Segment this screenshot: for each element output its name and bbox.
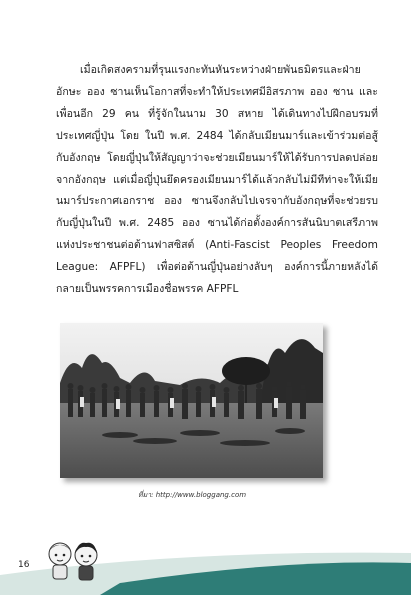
page-number: 16 (18, 560, 30, 570)
body-paragraph: เมื่อเกิดสงครามที่รุนแรงกะทันหันระหว่างฝ่ายพันธมิตรและฝ่ายอักษะ ออง ซานเห็นโอกาสที่จะทำให้ประเทศมีอิสรภาพ ออง ซาน และเพื่อนอีก 29 คน ที่รู้จักในนาม 30 สหาย ได้เดินทางไปฝึกอบรมที่ประเทศญี่ปุ่น โดย ในปี พ.ศ. 2484 ได้กลับเมียนมาร์และเข้าร่วมต่อสู้กับอังกฤษ โดยญี่ปุ่นให้สัญญาว่าจะช่วยเมียนมาร์ให้ได้รับการปลดปล่อยจากอังกฤษ แต่เมื่อญี่ปุ่นยึดครองเมียนมาร์ได้แล้วกลับไม่มีทีท่าจะให้เมียนมาร์ประกาศเอกราช ออง ซานจึงกลับไปเจรจากับอังกฤษที่จะช่วยรบกับญี่ปุ่นในปี พ.ศ. 2485 ออง ซานได้ก่อตั้งองค์การสันนิบาตเสรีภาพแห่งประชาชนต่อต้านฟาสซิสต์ (Anti-Fascist Peoples Freedom League: AFPFL) เพื่อต่อต้านญี่ปุ่นอย่างลับๆ องค์การนี้ภายหลังได้กลายเป็นพรรคการเมืองชื่อพรรค AFPFL (56, 64, 378, 296)
mascot-illustration (40, 538, 110, 588)
image-caption: ที่มา: http://www.bloggang.com (138, 491, 247, 499)
historical-photo (60, 323, 323, 478)
